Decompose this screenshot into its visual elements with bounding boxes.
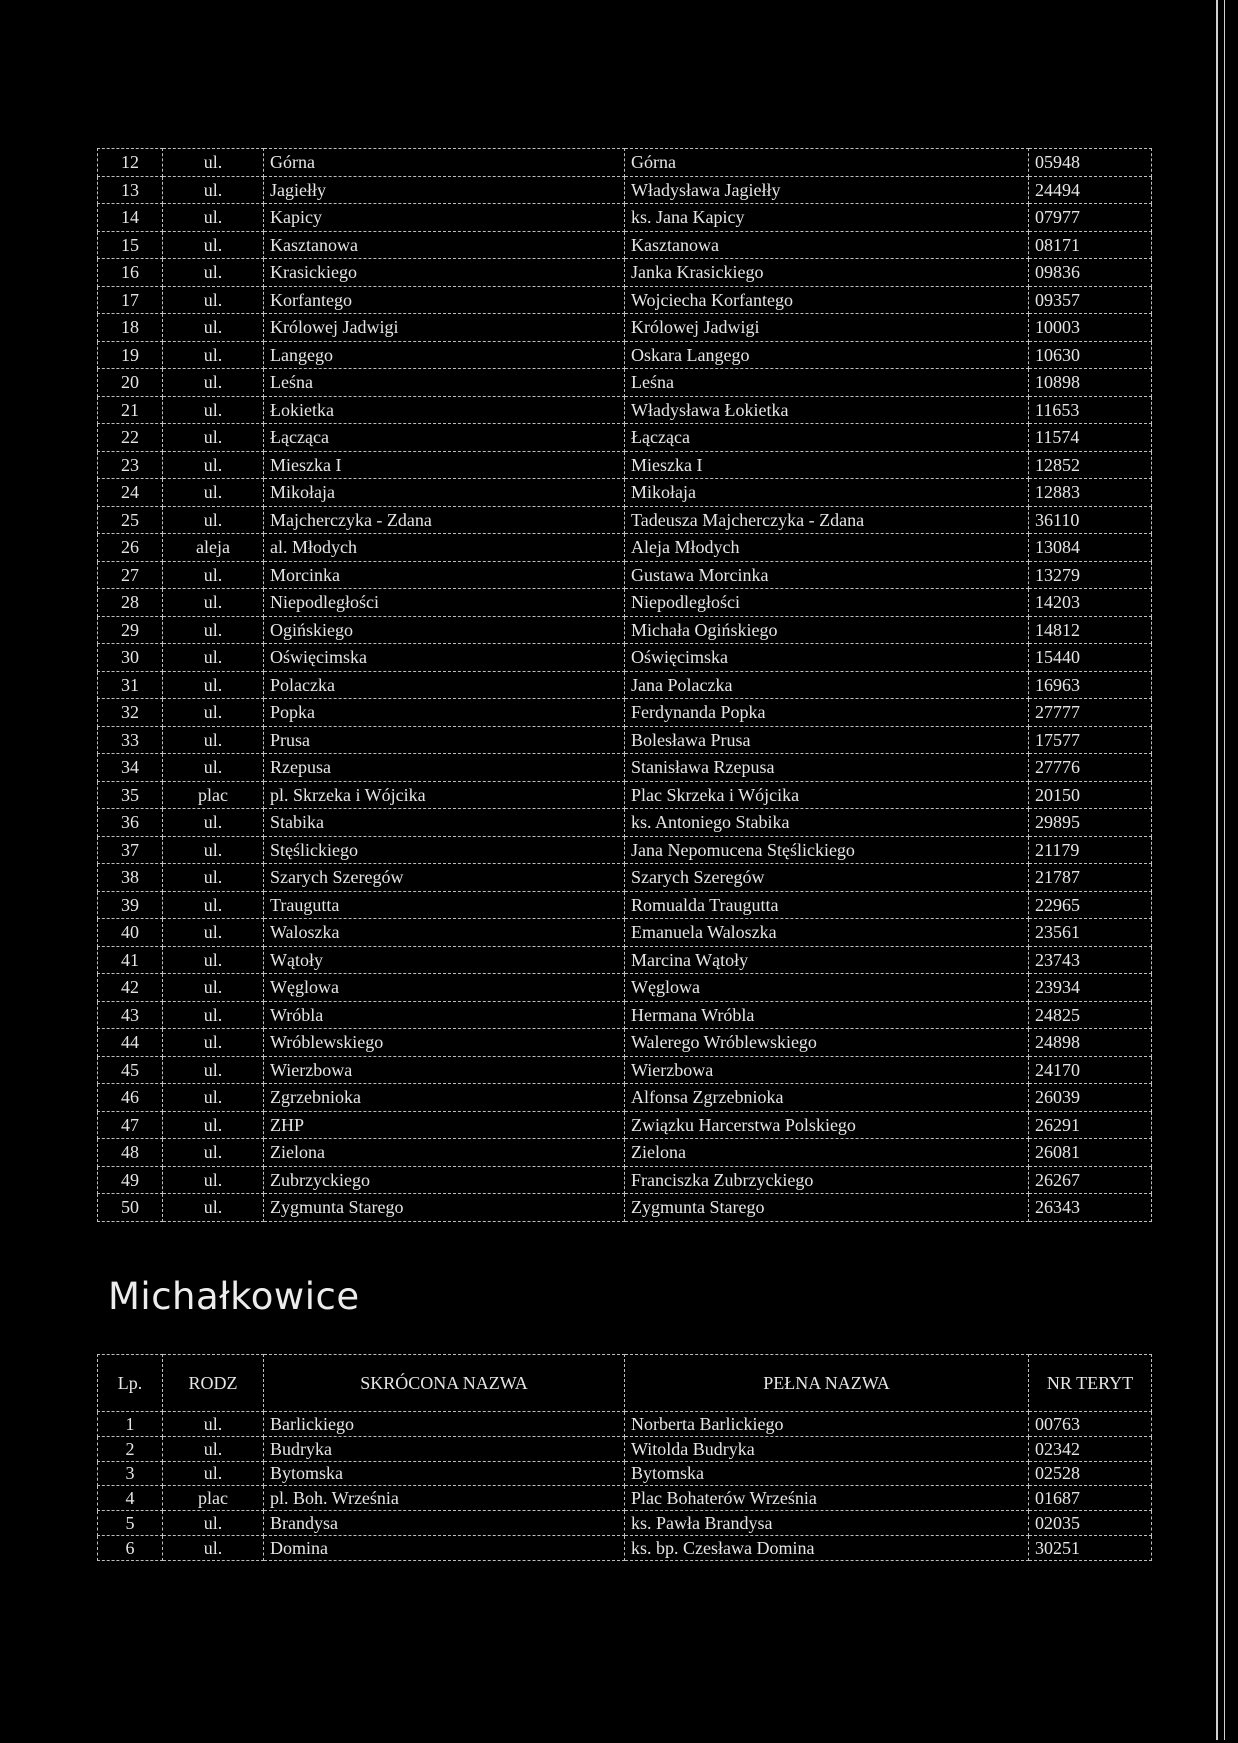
cell-nr-teryt: 24898	[1029, 1029, 1152, 1057]
cell-full-name: Norberta Barlickiego	[625, 1412, 1029, 1437]
table-row	[98, 589, 1152, 617]
table-row	[98, 836, 1152, 864]
cell-full-name: Marcina Wątoły	[625, 946, 1029, 974]
cell-lp: 24	[98, 479, 163, 507]
cell-lp: 20	[98, 369, 163, 397]
cell-lp: 13	[98, 176, 163, 204]
cell-rodz: ul.	[163, 314, 264, 342]
cell-lp: 34	[98, 754, 163, 782]
cell-rodz: aleja	[163, 534, 264, 562]
cell-lp: 19	[98, 341, 163, 369]
table-header	[98, 1355, 1152, 1412]
cell-short-name: Mikołaja	[264, 479, 625, 507]
cell-full-name: Jana Nepomucena Stęślickiego	[625, 836, 1029, 864]
cell-nr-teryt: 15440	[1029, 644, 1152, 672]
cell-nr-teryt: 30251	[1029, 1535, 1152, 1560]
cell-full-name: Władysława Jagiełły	[625, 176, 1029, 204]
cell-rodz: ul.	[163, 616, 264, 644]
cell-short-name: Stęślickiego	[264, 836, 625, 864]
cell-rodz: ul.	[163, 946, 264, 974]
table-row	[98, 451, 1152, 479]
cell-rodz: ul.	[163, 644, 264, 672]
table-row	[98, 1535, 1152, 1560]
cell-rodz: ul.	[163, 204, 264, 232]
cell-nr-teryt: 12852	[1029, 451, 1152, 479]
cell-nr-teryt: 26267	[1029, 1166, 1152, 1194]
cell-short-name: Morcinka	[264, 561, 625, 589]
cell-lp: 2	[98, 1436, 163, 1461]
cell-full-name: Witolda Budryka	[625, 1436, 1029, 1461]
cell-rodz: ul.	[163, 1166, 264, 1194]
table-row	[98, 864, 1152, 892]
cell-rodz: ul.	[163, 1461, 264, 1486]
cell-lp: 28	[98, 589, 163, 617]
cell-lp: 27	[98, 561, 163, 589]
cell-rodz: ul.	[163, 561, 264, 589]
cell-short-name: Brandysa	[264, 1511, 625, 1536]
cell-lp: 44	[98, 1029, 163, 1057]
table-row	[98, 1461, 1152, 1486]
cell-short-name: Ogińskiego	[264, 616, 625, 644]
cell-lp: 15	[98, 231, 163, 259]
cell-full-name: Bytomska	[625, 1461, 1029, 1486]
cell-full-name: Gustawa Morcinka	[625, 561, 1029, 589]
cell-lp: 39	[98, 891, 163, 919]
cell-short-name: Wróbla	[264, 1001, 625, 1029]
cell-short-name: Korfantego	[264, 286, 625, 314]
cell-short-name: Stabika	[264, 809, 625, 837]
cell-rodz: ul.	[163, 809, 264, 837]
cell-short-name: Rzepusa	[264, 754, 625, 782]
cell-nr-teryt: 00763	[1029, 1412, 1152, 1437]
table-row	[98, 699, 1152, 727]
cell-full-name: Górna	[625, 149, 1029, 177]
cell-rodz: ul.	[163, 396, 264, 424]
cell-nr-teryt: 24494	[1029, 176, 1152, 204]
table-row	[98, 946, 1152, 974]
cell-full-name: Zygmunta Starego	[625, 1194, 1029, 1222]
cell-rodz: ul.	[163, 369, 264, 397]
cell-lp: 50	[98, 1194, 163, 1222]
cell-lp: 32	[98, 699, 163, 727]
cell-short-name: Domina	[264, 1535, 625, 1560]
cell-lp: 43	[98, 1001, 163, 1029]
cell-full-name: Łącząca	[625, 424, 1029, 452]
cell-lp: 47	[98, 1111, 163, 1139]
table-row	[98, 204, 1152, 232]
cell-short-name: Zygmunta Starego	[264, 1194, 625, 1222]
table-row	[98, 259, 1152, 287]
cell-full-name: Tadeusza Majcherczyka - Zdana	[625, 506, 1029, 534]
cell-lp: 46	[98, 1084, 163, 1112]
header-nr-teryt: NR TERYT	[1029, 1355, 1152, 1412]
cell-lp: 18	[98, 314, 163, 342]
cell-lp: 33	[98, 726, 163, 754]
cell-lp: 1	[98, 1412, 163, 1437]
cell-lp: 17	[98, 286, 163, 314]
cell-nr-teryt: 23934	[1029, 974, 1152, 1002]
table-row	[98, 1084, 1152, 1112]
cell-short-name: Węglowa	[264, 974, 625, 1002]
cell-nr-teryt: 24825	[1029, 1001, 1152, 1029]
cell-lp: 12	[98, 149, 163, 177]
cell-rodz: ul.	[163, 919, 264, 947]
cell-lp: 40	[98, 919, 163, 947]
cell-short-name: Traugutta	[264, 891, 625, 919]
cell-nr-teryt: 11574	[1029, 424, 1152, 452]
cell-short-name: Popka	[264, 699, 625, 727]
header-short-name: SKRÓCONA NAZWA	[264, 1355, 625, 1412]
cell-full-name: Ferdynanda Popka	[625, 699, 1029, 727]
cell-nr-teryt: 36110	[1029, 506, 1152, 534]
cell-lp: 29	[98, 616, 163, 644]
cell-nr-teryt: 02035	[1029, 1511, 1152, 1536]
cell-nr-teryt: 02342	[1029, 1436, 1152, 1461]
table-row	[98, 891, 1152, 919]
cell-full-name: Oświęcimska	[625, 644, 1029, 672]
cell-full-name: Bolesława Prusa	[625, 726, 1029, 754]
cell-rodz: plac	[163, 1486, 264, 1511]
cell-rodz: ul.	[163, 1111, 264, 1139]
cell-nr-teryt: 10630	[1029, 341, 1152, 369]
scan-edge-line	[1224, 0, 1225, 1740]
cell-short-name: pl. Boh. Września	[264, 1486, 625, 1511]
cell-lp: 31	[98, 671, 163, 699]
cell-rodz: ul.	[163, 479, 264, 507]
table-row	[98, 231, 1152, 259]
cell-nr-teryt: 26291	[1029, 1111, 1152, 1139]
streets-table-michalkowice	[97, 1354, 1152, 1561]
table-row	[98, 726, 1152, 754]
cell-rodz: ul.	[163, 1001, 264, 1029]
cell-full-name: ks. bp. Czesława Domina	[625, 1535, 1029, 1560]
cell-full-name: Jana Polaczka	[625, 671, 1029, 699]
cell-short-name: Wątoły	[264, 946, 625, 974]
cell-full-name: Wojciecha Korfantego	[625, 286, 1029, 314]
cell-nr-teryt: 27776	[1029, 754, 1152, 782]
cell-short-name: Krasickiego	[264, 259, 625, 287]
cell-nr-teryt: 17577	[1029, 726, 1152, 754]
cell-full-name: Szarych Szeregów	[625, 864, 1029, 892]
table-row	[98, 1029, 1152, 1057]
cell-short-name: Zgrzebnioka	[264, 1084, 625, 1112]
cell-short-name: Budryka	[264, 1436, 625, 1461]
cell-rodz: ul.	[163, 1412, 264, 1437]
cell-full-name: Plac Skrzeka i Wójcika	[625, 781, 1029, 809]
table-row	[98, 644, 1152, 672]
cell-lp: 5	[98, 1511, 163, 1536]
cell-rodz: ul.	[163, 424, 264, 452]
table-row	[98, 974, 1152, 1002]
table-row	[98, 1511, 1152, 1536]
cell-nr-teryt: 26081	[1029, 1139, 1152, 1167]
cell-short-name: Łokietka	[264, 396, 625, 424]
cell-nr-teryt: 13084	[1029, 534, 1152, 562]
table-row	[98, 396, 1152, 424]
cell-rodz: ul.	[163, 341, 264, 369]
table-row	[98, 1412, 1152, 1437]
cell-nr-teryt: 24170	[1029, 1056, 1152, 1084]
cell-full-name: Walerego Wróblewskiego	[625, 1029, 1029, 1057]
cell-full-name: Zielona	[625, 1139, 1029, 1167]
cell-full-name: ks. Jana Kapicy	[625, 204, 1029, 232]
header-rodz: RODZ	[163, 1355, 264, 1412]
cell-nr-teryt: 22965	[1029, 891, 1152, 919]
cell-lp: 6	[98, 1535, 163, 1560]
cell-rodz: ul.	[163, 891, 264, 919]
cell-rodz: ul.	[163, 1194, 264, 1222]
cell-rodz: plac	[163, 781, 264, 809]
table-row	[98, 1166, 1152, 1194]
cell-nr-teryt: 10003	[1029, 314, 1152, 342]
cell-rodz: ul.	[163, 1436, 264, 1461]
cell-nr-teryt: 16963	[1029, 671, 1152, 699]
cell-full-name: Alfonsa Zgrzebnioka	[625, 1084, 1029, 1112]
cell-lp: 22	[98, 424, 163, 452]
cell-full-name: Węglowa	[625, 974, 1029, 1002]
table-row	[98, 479, 1152, 507]
section-heading: Michałkowice	[108, 1275, 360, 1318]
cell-full-name: Franciszka Zubrzyckiego	[625, 1166, 1029, 1194]
cell-rodz: ul.	[163, 1535, 264, 1560]
table-row	[98, 341, 1152, 369]
table-row	[98, 919, 1152, 947]
cell-short-name: Barlickiego	[264, 1412, 625, 1437]
header-row	[98, 1355, 1152, 1412]
table-row	[98, 1001, 1152, 1029]
cell-short-name: Szarych Szeregów	[264, 864, 625, 892]
cell-nr-teryt: 21179	[1029, 836, 1152, 864]
cell-lp: 4	[98, 1486, 163, 1511]
cell-nr-teryt: 13279	[1029, 561, 1152, 589]
streets-table-body	[98, 149, 1152, 1222]
cell-lp: 45	[98, 1056, 163, 1084]
cell-short-name: Łącząca	[264, 424, 625, 452]
cell-short-name: Górna	[264, 149, 625, 177]
cell-short-name: Zubrzyckiego	[264, 1166, 625, 1194]
cell-nr-teryt: 21787	[1029, 864, 1152, 892]
streets-table-continued	[97, 148, 1152, 1222]
cell-rodz: ul.	[163, 286, 264, 314]
cell-nr-teryt: 23561	[1029, 919, 1152, 947]
cell-rodz: ul.	[163, 671, 264, 699]
table-row	[98, 314, 1152, 342]
table-row	[98, 1436, 1152, 1461]
cell-short-name: Wróblewskiego	[264, 1029, 625, 1057]
cell-rodz: ul.	[163, 726, 264, 754]
cell-nr-teryt: 29895	[1029, 809, 1152, 837]
cell-rodz: ul.	[163, 259, 264, 287]
cell-short-name: al. Młodych	[264, 534, 625, 562]
cell-short-name: Oświęcimska	[264, 644, 625, 672]
cell-rodz: ul.	[163, 1029, 264, 1057]
cell-nr-teryt: 26343	[1029, 1194, 1152, 1222]
cell-full-name: Związku Harcerstwa Polskiego	[625, 1111, 1029, 1139]
cell-rodz: ul.	[163, 506, 264, 534]
cell-short-name: Majcherczyka - Zdana	[264, 506, 625, 534]
cell-full-name: Mikołaja	[625, 479, 1029, 507]
cell-full-name: Janka Krasickiego	[625, 259, 1029, 287]
table-row	[98, 424, 1152, 452]
cell-lp: 36	[98, 809, 163, 837]
table-row	[98, 176, 1152, 204]
table-row	[98, 286, 1152, 314]
table-row	[98, 1486, 1152, 1511]
cell-nr-teryt: 09836	[1029, 259, 1152, 287]
table-row	[98, 1139, 1152, 1167]
cell-lp: 38	[98, 864, 163, 892]
cell-short-name: Wierzbowa	[264, 1056, 625, 1084]
cell-lp: 3	[98, 1461, 163, 1486]
table-row	[98, 561, 1152, 589]
cell-rodz: ul.	[163, 231, 264, 259]
cell-full-name: Niepodległości	[625, 589, 1029, 617]
cell-rodz: ul.	[163, 974, 264, 1002]
cell-nr-teryt: 20150	[1029, 781, 1152, 809]
cell-short-name: Kasztanowa	[264, 231, 625, 259]
cell-rodz: ul.	[163, 589, 264, 617]
cell-nr-teryt: 08171	[1029, 231, 1152, 259]
cell-lp: 25	[98, 506, 163, 534]
cell-lp: 37	[98, 836, 163, 864]
table-row	[98, 616, 1152, 644]
cell-rodz: ul.	[163, 864, 264, 892]
cell-lp: 30	[98, 644, 163, 672]
cell-rodz: ul.	[163, 1511, 264, 1536]
cell-full-name: Michała Ogińskiego	[625, 616, 1029, 644]
cell-nr-teryt: 26039	[1029, 1084, 1152, 1112]
cell-full-name: Emanuela Waloszka	[625, 919, 1029, 947]
cell-lp: 35	[98, 781, 163, 809]
cell-short-name: Bytomska	[264, 1461, 625, 1486]
cell-short-name: Langego	[264, 341, 625, 369]
cell-full-name: Leśna	[625, 369, 1029, 397]
cell-nr-teryt: 23743	[1029, 946, 1152, 974]
table-row	[98, 369, 1152, 397]
cell-nr-teryt: 07977	[1029, 204, 1152, 232]
table-row	[98, 671, 1152, 699]
table-row	[98, 1111, 1152, 1139]
cell-nr-teryt: 05948	[1029, 149, 1152, 177]
cell-short-name: Zielona	[264, 1139, 625, 1167]
cell-lp: 42	[98, 974, 163, 1002]
cell-full-name: Stanisława Rzepusa	[625, 754, 1029, 782]
cell-nr-teryt: 11653	[1029, 396, 1152, 424]
cell-full-name: Kasztanowa	[625, 231, 1029, 259]
cell-lp: 41	[98, 946, 163, 974]
cell-nr-teryt: 27777	[1029, 699, 1152, 727]
cell-full-name: Królowej Jadwigi	[625, 314, 1029, 342]
cell-short-name: Waloszka	[264, 919, 625, 947]
cell-rodz: ul.	[163, 1139, 264, 1167]
cell-full-name: Romualda Traugutta	[625, 891, 1029, 919]
cell-short-name: Mieszka I	[264, 451, 625, 479]
cell-short-name: Niepodległości	[264, 589, 625, 617]
cell-nr-teryt: 14203	[1029, 589, 1152, 617]
cell-lp: 14	[98, 204, 163, 232]
cell-nr-teryt: 12883	[1029, 479, 1152, 507]
table-row	[98, 506, 1152, 534]
table-row	[98, 781, 1152, 809]
table-row	[98, 149, 1152, 177]
cell-short-name: Jagiełły	[264, 176, 625, 204]
cell-full-name: ks. Pawła Brandysa	[625, 1511, 1029, 1536]
cell-full-name: Hermana Wróbla	[625, 1001, 1029, 1029]
cell-lp: 21	[98, 396, 163, 424]
cell-lp: 26	[98, 534, 163, 562]
cell-rodz: ul.	[163, 451, 264, 479]
cell-lp: 49	[98, 1166, 163, 1194]
cell-short-name: Kapicy	[264, 204, 625, 232]
cell-nr-teryt: 01687	[1029, 1486, 1152, 1511]
cell-rodz: ul.	[163, 149, 264, 177]
cell-rodz: ul.	[163, 1084, 264, 1112]
cell-lp: 48	[98, 1139, 163, 1167]
table-row	[98, 809, 1152, 837]
cell-short-name: Polaczka	[264, 671, 625, 699]
cell-short-name: Prusa	[264, 726, 625, 754]
cell-nr-teryt: 09357	[1029, 286, 1152, 314]
cell-full-name: Władysława Łokietka	[625, 396, 1029, 424]
cell-nr-teryt: 14812	[1029, 616, 1152, 644]
table-row	[98, 1056, 1152, 1084]
cell-rodz: ul.	[163, 1056, 264, 1084]
cell-full-name: Aleja Młodych	[625, 534, 1029, 562]
cell-short-name: ZHP	[264, 1111, 625, 1139]
table-row	[98, 754, 1152, 782]
cell-rodz: ul.	[163, 699, 264, 727]
table-row	[98, 1194, 1152, 1222]
cell-nr-teryt: 02528	[1029, 1461, 1152, 1486]
cell-lp: 23	[98, 451, 163, 479]
cell-short-name: pl. Skrzeka i Wójcika	[264, 781, 625, 809]
cell-full-name: Oskara Langego	[625, 341, 1029, 369]
cell-full-name: Mieszka I	[625, 451, 1029, 479]
cell-short-name: Królowej Jadwigi	[264, 314, 625, 342]
header-lp: Lp.	[98, 1355, 163, 1412]
table-row	[98, 534, 1152, 562]
streets-table-body	[98, 1412, 1152, 1561]
scan-edge-line	[1216, 0, 1218, 1740]
cell-full-name: Plac Bohaterów Września	[625, 1486, 1029, 1511]
cell-rodz: ul.	[163, 836, 264, 864]
cell-nr-teryt: 10898	[1029, 369, 1152, 397]
cell-full-name: Wierzbowa	[625, 1056, 1029, 1084]
cell-rodz: ul.	[163, 176, 264, 204]
header-full-name: PEŁNA NAZWA	[625, 1355, 1029, 1412]
cell-short-name: Leśna	[264, 369, 625, 397]
cell-rodz: ul.	[163, 754, 264, 782]
cell-full-name: ks. Antoniego Stabika	[625, 809, 1029, 837]
cell-lp: 16	[98, 259, 163, 287]
